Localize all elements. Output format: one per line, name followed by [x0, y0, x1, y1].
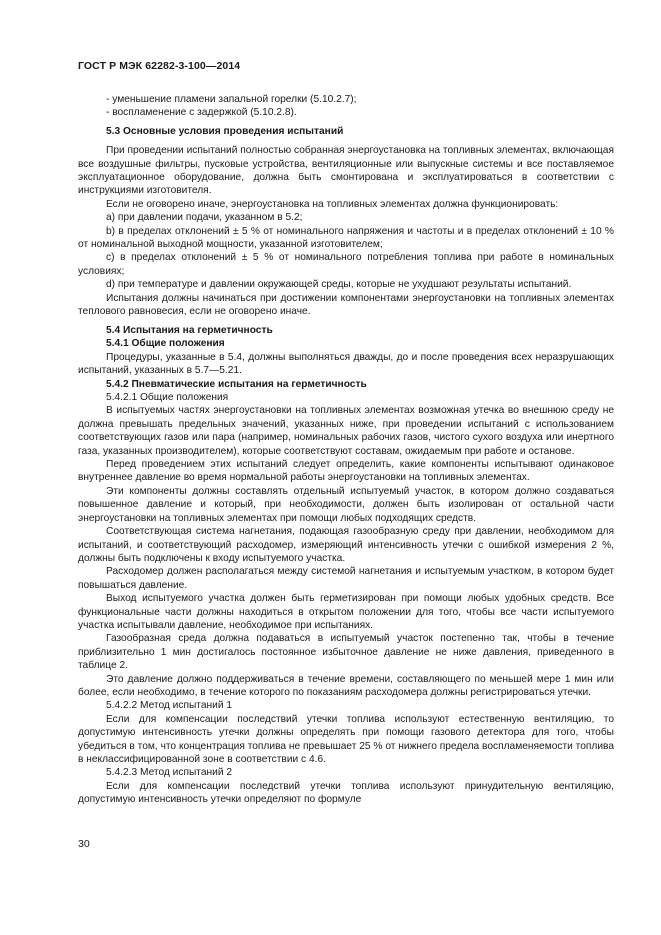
paragraph: Если для компенсации последствий утечки топлива используют естественную вентиляцию, то допустимую интенсивность утечки должны определять при помощи газового детектора для того, чтобы убедиться в том, что концентрация топлива не превышает 25 % от нижнего предела воспламеняемости топлива в неклассифицированной зоне в соответствии с 4.6.: [78, 713, 614, 765]
subsection-heading-5-4-2-2: 5.4.2.2 Метод испытаний 1: [106, 700, 233, 712]
paragraph: Испытания должны начинаться при достижении компонентами энергоустановки на топливных элементах теплового равновесия, если не оговорено иначе.: [78, 292, 614, 318]
paragraph: Если для компенсации последствий утечки топлива используют принудительную вентиляцию, допустимую интенсивность утечки определяют по формуле: [78, 780, 614, 806]
list-item-b: b) в пределах отклонений ± 5 % от номинального напряжения и частоты и в пределах отклонений ± 10 % от номинальной выходной мощности, указанной изготовителем;: [78, 225, 614, 251]
paragraph: Эти компоненты должны составлять отдельный испытуемый участок, в котором должно создаваться повышенное давление и который, при необходимости, должен быть изолирован от остальной части энергоустановки на топливных элементах при помощи любых подходящих средств.: [78, 485, 614, 524]
list-item-d: d) при температуре и давлении окружающей среды, которые не ухудшают результаты испытаний.: [106, 279, 572, 291]
page-number: 30: [78, 838, 90, 850]
paragraph: Выход испытуемого участка должен быть герметизирован при помощи любых удобных средств. Все функциональные части должны находиться в открытом положении для того, чтобы все части испытуемого участка испытывали давление, необходимое при испытаниях.: [78, 593, 614, 631]
document-header: ГОСТ Р МЭК 62282-3-100—2014: [78, 60, 241, 72]
subsection-heading-5-4-2-1: 5.4.2.1 Общие положения: [106, 392, 229, 404]
section-heading-5-4: 5.4 Испытания на герметичность: [106, 325, 273, 336]
paragraph: Процедуры, указанные в 5.4, должны выполняться дважды, до и после проведения всех неразрушающих испытаний, указанных в 5.7—5.21.: [78, 351, 614, 377]
paragraph: Это давление должно поддерживаться в течение времени, составляющего по меньшей мере 1 мин или более, если необходимо, в течение которого по показаниям расходомера должны регистрироваться утечки.: [78, 673, 614, 698]
section-heading-5-4-1: 5.4.1 Общие положения: [106, 338, 225, 350]
section-heading-5-4-2: 5.4.2 Пневматические испытания на герметичность: [106, 378, 367, 390]
paragraph: Газообразная среда должна подаваться в испытуемый участок постепенно так, чтобы в течение приблизительно 1 мин достигалось постоянное избыточное давление не ниже давления, приведенного в таблице 2.: [78, 633, 614, 672]
list-item-c: с) в пределах отклонений ± 5 % от номинального потребления топлива при работе в номинальных условиях;: [78, 252, 614, 277]
section-heading-5-3: 5.3 Основные условия проведения испытаний: [106, 126, 344, 138]
paragraph: Расходомер должен располагаться между системой нагнетания и испытуемым участком, в котором будет повышаться давление.: [78, 566, 614, 591]
document-body: [78, 93, 614, 807]
paragraph: При проведении испытаний полностью собранная энергоустановка на топливных элементах, включающая все воздушные фильтры, пусковые устройства, вентиляционные или выпускные системы и все поставляемое эксплуатационное оборудование, должна быть смонтирована и эксплуатироваться в соответствии с инструкциями изготовителя.: [78, 145, 614, 197]
subsection-heading-5-4-2-3: 5.4.2.3 Метод испытаний 2: [106, 767, 233, 779]
paragraph: В испытуемых частях энергоустановки на топливных элементах возможная утечка во внешнюю среду не должна превышать предельных значений, указанных ниже, при проведении испытаний с использованием соответствующих газов или пара (например, номинальных рабочих газов, чистого сухого воздуха или инертного газа, указанных производителем), которые соответствуют составам, ожидаемым при работе и останове.: [78, 405, 614, 457]
list-item-a: а) при давлении подачи, указанном в 5.2;: [106, 212, 303, 224]
paragraph: Перед проведением этих испытаний следует определить, какие компоненты испытывают одинаковое внутреннее давление во время нормальной работы энергоустановки на топливных элементах.: [78, 459, 614, 484]
list-item: - уменьшение пламени запальной горелки (5.10.2.7);: [106, 94, 357, 105]
paragraph: Если не оговорено иначе, энергоустановка на топливных элементах должна функционировать:: [106, 198, 559, 210]
list-item: - воспламенение с задержкой (5.10.2.8).: [106, 107, 297, 119]
paragraph: Соответствующая система нагнетания, подающая газообразную среду при давлении, необходимом для испытаний, и соответствующий расходомер, измеряющий интенсивность утечки с ошибкой измерения 2 %, должны быть подключены к входу испытуемого участка.: [78, 526, 614, 564]
